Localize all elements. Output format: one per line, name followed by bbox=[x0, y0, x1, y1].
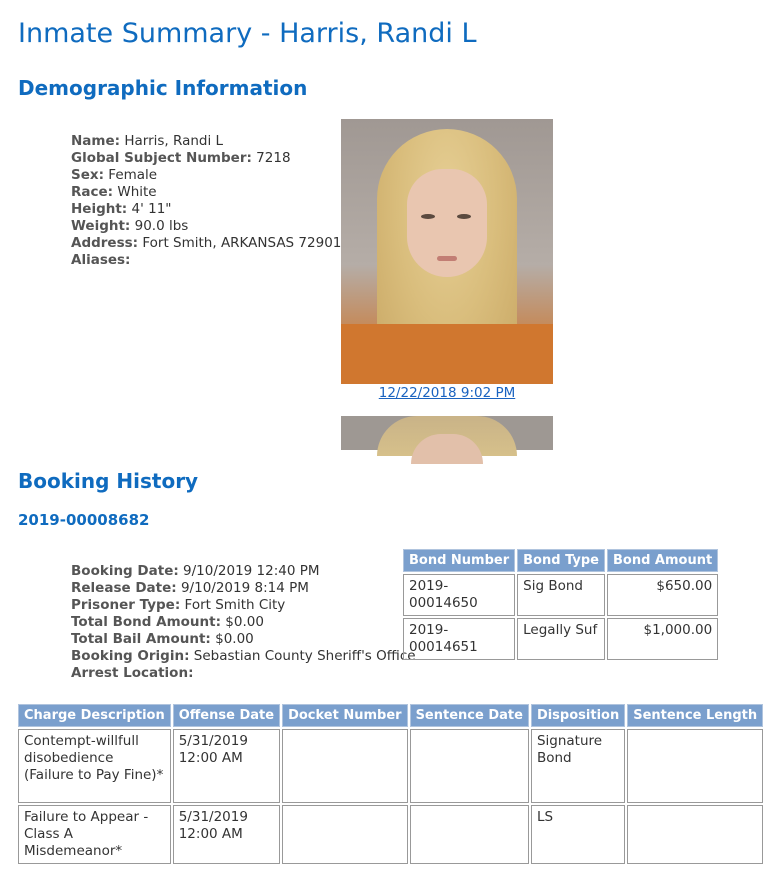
prisoner-type-row bbox=[71, 597, 416, 614]
total-bail-value: $0.00 bbox=[215, 631, 254, 647]
docket-number-cell bbox=[282, 729, 408, 803]
mugshot-photo[interactable] bbox=[341, 119, 553, 384]
docket-number-header: Docket Number bbox=[282, 704, 408, 727]
aliases-row bbox=[71, 252, 341, 269]
booking-history-heading: Booking History bbox=[18, 469, 199, 493]
demographic-info bbox=[71, 133, 341, 269]
race-value: White bbox=[117, 184, 157, 200]
height-label: Height: bbox=[71, 201, 128, 217]
disposition-header: Disposition bbox=[531, 704, 625, 727]
name-row bbox=[71, 133, 341, 150]
race-label: Race: bbox=[71, 184, 114, 200]
global-subject-number-label: Global Subject Number: bbox=[71, 150, 252, 166]
prisoner-type-value: Fort Smith City bbox=[184, 597, 286, 613]
release-date-row bbox=[71, 580, 416, 597]
booking-date-row bbox=[71, 563, 416, 580]
total-bond-label: Total Bond Amount: bbox=[71, 614, 221, 630]
race-row bbox=[71, 184, 341, 201]
sex-value: Female bbox=[108, 167, 158, 183]
charges-header-row bbox=[18, 704, 763, 727]
bond-amount-cell: $1,000.00 bbox=[607, 618, 718, 660]
weight-label: Weight: bbox=[71, 218, 131, 234]
offense-date-header: Offense Date bbox=[173, 704, 280, 727]
photo-date-link[interactable]: 12/22/2018 9:02 PM bbox=[378, 385, 516, 401]
mugshot-photo-2[interactable] bbox=[341, 416, 553, 450]
global-subject-number-row bbox=[71, 150, 341, 167]
weight-row bbox=[71, 218, 341, 235]
sentence-date-header: Sentence Date bbox=[410, 704, 529, 727]
booking-date-value: 9/10/2019 12:40 PM bbox=[183, 563, 320, 579]
sentence-length-cell bbox=[627, 729, 763, 803]
booking-info bbox=[71, 563, 416, 682]
arrest-location-row bbox=[71, 665, 416, 682]
charges-table bbox=[16, 702, 765, 866]
bond-number-cell: 2019-00014651 bbox=[403, 618, 515, 660]
offense-date-cell: 5/31/2019 12:00 AM bbox=[173, 805, 280, 864]
sentence-date-cell bbox=[410, 805, 529, 864]
demographic-heading: Demographic Information bbox=[18, 76, 308, 100]
bond-amount-cell: $650.00 bbox=[607, 574, 718, 616]
table-row bbox=[403, 618, 718, 660]
bond-table bbox=[401, 547, 720, 662]
booking-date-label: Booking Date: bbox=[71, 563, 179, 579]
booking-origin-label: Booking Origin: bbox=[71, 648, 190, 664]
address-label: Address: bbox=[71, 235, 139, 251]
sentence-length-cell bbox=[627, 805, 763, 864]
offense-date-cell: 5/31/2019 12:00 AM bbox=[173, 729, 280, 803]
release-date-label: Release Date: bbox=[71, 580, 177, 596]
global-subject-number-value: 7218 bbox=[256, 150, 291, 166]
address-value: Fort Smith, ARKANSAS 72901 bbox=[142, 235, 342, 251]
table-row bbox=[18, 805, 763, 864]
name-label: Name: bbox=[71, 133, 121, 149]
arrest-location-label: Arrest Location: bbox=[71, 665, 194, 681]
bond-number-header: Bond Number bbox=[403, 549, 515, 572]
total-bond-row bbox=[71, 614, 416, 631]
name-value: Harris, Randi L bbox=[124, 133, 224, 149]
bond-type-cell: Sig Bond bbox=[517, 574, 605, 616]
page-title: Inmate Summary - Harris, Randi L bbox=[18, 18, 477, 49]
docket-number-cell bbox=[282, 805, 408, 864]
sex-row bbox=[71, 167, 341, 184]
total-bail-label: Total Bail Amount: bbox=[71, 631, 211, 647]
bond-number-cell: 2019-00014650 bbox=[403, 574, 515, 616]
total-bond-value: $0.00 bbox=[225, 614, 264, 630]
sex-label: Sex: bbox=[71, 167, 104, 183]
sentence-date-cell bbox=[410, 729, 529, 803]
prisoner-type-label: Prisoner Type: bbox=[71, 597, 181, 613]
booking-origin-value: Sebastian County Sheriff's Office bbox=[193, 648, 416, 664]
weight-value: 90.0 lbs bbox=[134, 218, 189, 234]
table-row bbox=[18, 729, 763, 803]
table-row bbox=[403, 574, 718, 616]
height-row bbox=[71, 201, 341, 218]
bond-type-cell: Legally Suf bbox=[517, 618, 605, 660]
bond-header-row bbox=[403, 549, 718, 572]
release-date-value: 9/10/2019 8:14 PM bbox=[180, 580, 309, 596]
total-bail-row bbox=[71, 631, 416, 648]
charge-description-cell: Failure to Appear - Class A Misdemeanor* bbox=[18, 805, 171, 864]
disposition-cell: Signature Bond bbox=[531, 729, 625, 803]
aliases-label: Aliases: bbox=[71, 252, 131, 268]
charge-description-cell: Contempt-willfull disobedience (Failure to Pay Fine)* bbox=[18, 729, 171, 803]
booking-origin-row bbox=[71, 648, 416, 665]
bond-type-header: Bond Type bbox=[517, 549, 605, 572]
charge-description-header: Charge Description bbox=[18, 704, 171, 727]
sentence-length-header: Sentence Length bbox=[627, 704, 763, 727]
bond-amount-header: Bond Amount bbox=[607, 549, 718, 572]
booking-number: 2019-00008682 bbox=[18, 511, 150, 529]
address-row bbox=[71, 235, 341, 252]
disposition-cell: LS bbox=[531, 805, 625, 864]
height-value: 4' 11" bbox=[131, 201, 172, 217]
